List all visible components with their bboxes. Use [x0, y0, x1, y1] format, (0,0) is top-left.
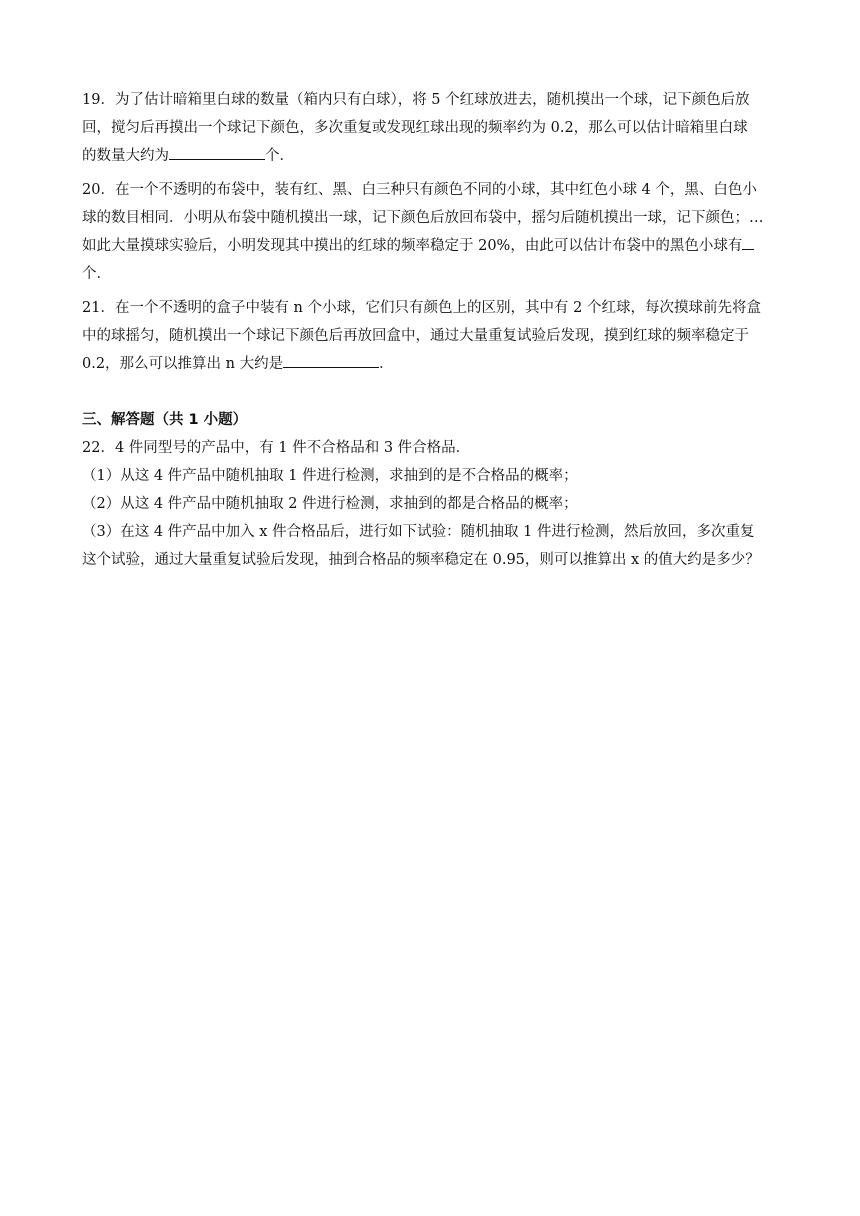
question-21-text: 0.2，那么可以推算出 n 大约是	[82, 356, 284, 372]
question-21-line: 21．在一个不透明的盒子中装有 n 个小球，它们只有颜色上的区别，其中有 2 个红球，每次摸球前先将盒	[82, 300, 761, 316]
question-22-part-3: 这个试验，通过大量重复试验后发现，抽到合格品的频率稳定在 0.95，则可以推算出 x 的值大约是多少？	[82, 552, 760, 568]
question-21-line: 中的球摇匀，随机摸出一个球记下颜色后再放回盒中，通过大量重复试验后发现，摸到红球的频率稳定于	[82, 328, 749, 344]
question-22	[82, 434, 782, 574]
question-19-line	[82, 142, 782, 170]
question-22-part-2: （2）从这 4 件产品中随机抽取 2 件进行检测，求抽到的都是合格品的概率；	[82, 496, 578, 512]
section-title: 三、解答题（共 1 小题）	[82, 412, 248, 428]
question-22-part-3: （3）在这 4 件产品中加入 x 件合格品后，进行如下试验：随机抽取 1 件进行检测，然后放回，多次重复	[82, 524, 755, 540]
question-20-line: 个．	[82, 266, 111, 282]
question-22-part-1: （1）从这 4 件产品中随机抽取 1 件进行检测，求抽到的是不合格品的概率；	[82, 468, 578, 484]
question-20-line: 球的数目相同．小明从布袋中随机摸出一球，记下颜色后放回布袋中，摇匀后随机摸出一球，记下颜色；…	[82, 210, 764, 226]
question-22-stem: 22．4 件同型号的产品中，有 1 件不合格品和 3 件合格品．	[82, 440, 471, 456]
question-19-text: 的数量大约为	[82, 148, 169, 164]
document-page	[82, 86, 782, 574]
question-20	[82, 176, 782, 288]
answer-blank	[742, 233, 754, 250]
question-19-text: 个．	[265, 148, 294, 164]
question-20-text: 如此大量摸球实验后，小明发现其中摸出的红球的频率稳定于 20%，由此可以估计布袋中的黑色小球有	[82, 238, 743, 254]
question-19	[82, 86, 782, 170]
question-19-line: 19．为了估计暗箱里白球的数量（箱内只有白球），将 5 个红球放进去，随机摸出一个球，记下颜色后放	[82, 92, 750, 108]
question-20-line	[82, 232, 782, 260]
question-20-line: 20．在一个不透明的布袋中，装有红、黑、白三种只有颜色不同的小球，其中红色小球 4 个，黑、白色小	[82, 182, 757, 198]
question-21	[82, 294, 782, 378]
question-21-text: ．	[379, 356, 394, 372]
question-21-line	[82, 350, 782, 378]
answer-blank	[169, 143, 265, 160]
answer-blank	[283, 351, 379, 368]
question-19-line: 回，搅匀后再摸出一个球记下颜色，多次重复或发现红球出现的频率约为 0.2，那么可以估计暗箱里白球	[82, 120, 748, 136]
